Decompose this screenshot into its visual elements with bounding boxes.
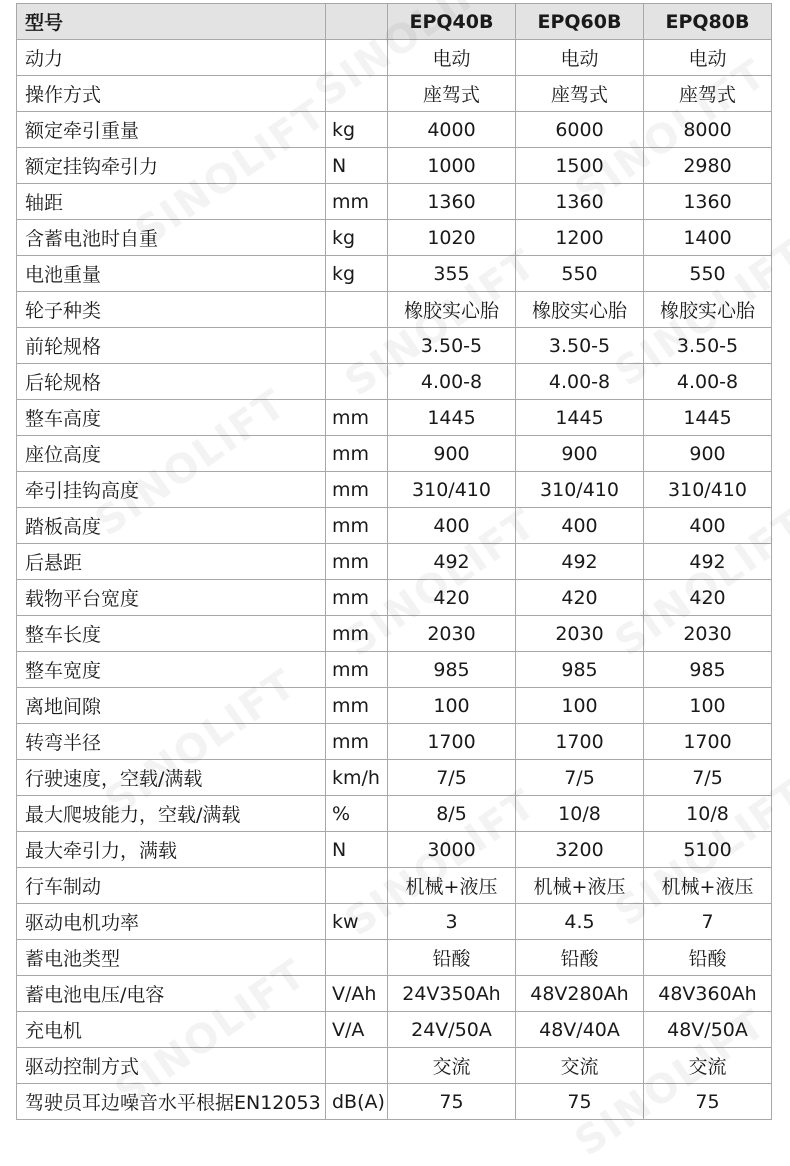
spec-value: 2030 [516,616,644,652]
spec-unit [326,292,388,328]
spec-value: 550 [644,256,772,292]
spec-name: 整车宽度 [17,652,326,688]
spec-row [17,688,772,724]
spec-row [17,616,772,652]
spec-value: 3.50-5 [388,328,516,364]
spec-unit: V/A [326,1012,388,1048]
spec-name: 最大牵引力，满载 [17,832,326,868]
spec-unit: mm [326,652,388,688]
spec-row [17,148,772,184]
spec-value: 3.50-5 [644,328,772,364]
spec-value: 1020 [388,220,516,256]
spec-value: 机械+液压 [516,868,644,904]
spec-value: 1700 [516,724,644,760]
spec-value: 4.5 [516,904,644,940]
spec-row [17,184,772,220]
spec-value: 355 [388,256,516,292]
spec-unit [326,868,388,904]
spec-row [17,652,772,688]
spec-value: 4.00-8 [644,364,772,400]
spec-value: 铅酸 [388,940,516,976]
spec-row [17,400,772,436]
spec-unit: mm [326,436,388,472]
spec-name: 驱动控制方式 [17,1048,326,1084]
spec-unit: mm [326,472,388,508]
spec-unit [326,328,388,364]
spec-value: 10/8 [644,796,772,832]
spec-row [17,328,772,364]
spec-row [17,796,772,832]
spec-row [17,220,772,256]
header-label: 型号 [17,4,326,40]
spec-row [17,112,772,148]
spec-row [17,544,772,580]
spec-unit [326,940,388,976]
spec-value: 1200 [516,220,644,256]
spec-value: 1360 [644,184,772,220]
spec-row [17,40,772,76]
spec-value: 550 [516,256,644,292]
spec-value: 电动 [516,40,644,76]
spec-name: 踏板高度 [17,508,326,544]
spec-name: 离地间隙 [17,688,326,724]
spec-unit: kg [326,112,388,148]
spec-value: 48V/50A [644,1012,772,1048]
spec-value: 1445 [388,400,516,436]
spec-value: 8/5 [388,796,516,832]
spec-value: 1445 [644,400,772,436]
spec-row [17,976,772,1012]
spec-value: 座驾式 [388,76,516,112]
spec-value: 橡胶实心胎 [388,292,516,328]
spec-unit: dB(A) [326,1084,388,1120]
spec-row [17,76,772,112]
spec-value: 8000 [644,112,772,148]
spec-row [17,256,772,292]
spec-unit [326,76,388,112]
spec-unit: mm [326,580,388,616]
spec-value: 机械+液压 [644,868,772,904]
spec-name: 牵引挂钩高度 [17,472,326,508]
spec-value: 交流 [388,1048,516,1084]
spec-name: 驾驶员耳边噪音水平根据EN12053 [17,1084,326,1120]
spec-value: 985 [644,652,772,688]
spec-unit: km/h [326,760,388,796]
spec-value: 310/410 [388,472,516,508]
spec-name: 载物平台宽度 [17,580,326,616]
spec-value: 2030 [388,616,516,652]
spec-row [17,580,772,616]
spec-value: 3 [388,904,516,940]
spec-unit: kg [326,256,388,292]
spec-value: 900 [644,436,772,472]
spec-value: 铅酸 [644,940,772,976]
spec-unit: mm [326,544,388,580]
spec-row [17,832,772,868]
spec-value: 400 [388,508,516,544]
spec-value: 100 [644,688,772,724]
spec-value: 24V350Ah [388,976,516,1012]
spec-name: 含蓄电池时自重 [17,220,326,256]
spec-value: 电动 [388,40,516,76]
spec-value: 420 [644,580,772,616]
spec-value: 75 [516,1084,644,1120]
spec-unit: % [326,796,388,832]
spec-value: 10/8 [516,796,644,832]
spec-name: 最大爬坡能力，空载/满载 [17,796,326,832]
spec-value: 4.00-8 [516,364,644,400]
spec-table [16,3,772,1120]
spec-value: 985 [516,652,644,688]
spec-value: 310/410 [644,472,772,508]
spec-unit: kw [326,904,388,940]
model-header: EPQ60B [516,4,644,40]
spec-value: 机械+液压 [388,868,516,904]
spec-value: 100 [516,688,644,724]
spec-value: 1700 [644,724,772,760]
spec-unit [326,364,388,400]
spec-unit: V/Ah [326,976,388,1012]
spec-name: 后悬距 [17,544,326,580]
spec-value: 310/410 [516,472,644,508]
spec-name: 蓄电池电压/电容 [17,976,326,1012]
spec-row [17,436,772,472]
spec-name: 整车长度 [17,616,326,652]
spec-unit: mm [326,508,388,544]
spec-row [17,508,772,544]
spec-value: 4000 [388,112,516,148]
spec-value: 492 [644,544,772,580]
spec-row [17,904,772,940]
spec-value: 橡胶实心胎 [516,292,644,328]
spec-value: 900 [516,436,644,472]
spec-value: 电动 [644,40,772,76]
spec-unit [326,1048,388,1084]
spec-unit: mm [326,724,388,760]
spec-value: 交流 [516,1048,644,1084]
spec-row [17,940,772,976]
spec-value: 3.50-5 [516,328,644,364]
spec-value: 420 [516,580,644,616]
spec-value: 2980 [644,148,772,184]
spec-name: 转弯半径 [17,724,326,760]
spec-value: 400 [516,508,644,544]
spec-name: 座位高度 [17,436,326,472]
spec-name: 轴距 [17,184,326,220]
spec-name: 行驶速度，空载/满载 [17,760,326,796]
spec-name: 前轮规格 [17,328,326,364]
spec-row [17,868,772,904]
spec-name: 轮子种类 [17,292,326,328]
spec-unit: mm [326,688,388,724]
spec-table-container [16,3,772,1120]
spec-unit: mm [326,400,388,436]
spec-value: 400 [644,508,772,544]
spec-value: 座驾式 [516,76,644,112]
spec-row [17,472,772,508]
spec-value: 5100 [644,832,772,868]
spec-name: 额定牵引重量 [17,112,326,148]
spec-name: 蓄电池类型 [17,940,326,976]
spec-name: 整车高度 [17,400,326,436]
spec-value: 铅酸 [516,940,644,976]
spec-value: 1500 [516,148,644,184]
spec-value: 7/5 [644,760,772,796]
spec-name: 行车制动 [17,868,326,904]
spec-value: 7/5 [516,760,644,796]
spec-row [17,292,772,328]
spec-value: 7/5 [388,760,516,796]
spec-value: 48V360Ah [644,976,772,1012]
spec-name: 动力 [17,40,326,76]
spec-value: 2030 [644,616,772,652]
spec-row [17,1048,772,1084]
spec-unit [326,40,388,76]
spec-value: 1360 [516,184,644,220]
spec-name: 后轮规格 [17,364,326,400]
spec-value: 1400 [644,220,772,256]
spec-value: 420 [388,580,516,616]
spec-value: 48V/40A [516,1012,644,1048]
spec-unit: N [326,832,388,868]
spec-value: 75 [388,1084,516,1120]
spec-value: 7 [644,904,772,940]
model-header: EPQ40B [388,4,516,40]
spec-value: 交流 [644,1048,772,1084]
spec-row [17,760,772,796]
spec-row [17,1012,772,1048]
spec-row [17,1084,772,1120]
spec-name: 电池重量 [17,256,326,292]
spec-value: 1360 [388,184,516,220]
spec-value: 座驾式 [644,76,772,112]
spec-name: 驱动电机功率 [17,904,326,940]
spec-value: 492 [388,544,516,580]
spec-value: 492 [516,544,644,580]
spec-value: 1445 [516,400,644,436]
spec-value: 1000 [388,148,516,184]
spec-name: 操作方式 [17,76,326,112]
spec-value: 24V/50A [388,1012,516,1048]
spec-value: 48V280Ah [516,976,644,1012]
spec-row [17,364,772,400]
header-row [17,4,772,40]
header-unit [326,4,388,40]
spec-unit: N [326,148,388,184]
spec-name: 充电机 [17,1012,326,1048]
spec-unit: mm [326,616,388,652]
spec-name: 额定挂钩牵引力 [17,148,326,184]
spec-value: 6000 [516,112,644,148]
spec-value: 3000 [388,832,516,868]
spec-value: 100 [388,688,516,724]
model-header: EPQ80B [644,4,772,40]
spec-value: 900 [388,436,516,472]
spec-value: 1700 [388,724,516,760]
spec-table-body [17,4,772,1120]
spec-value: 3200 [516,832,644,868]
spec-row [17,724,772,760]
spec-value: 75 [644,1084,772,1120]
spec-value: 985 [388,652,516,688]
spec-value: 4.00-8 [388,364,516,400]
spec-unit: mm [326,184,388,220]
spec-value: 橡胶实心胎 [644,292,772,328]
spec-unit: kg [326,220,388,256]
